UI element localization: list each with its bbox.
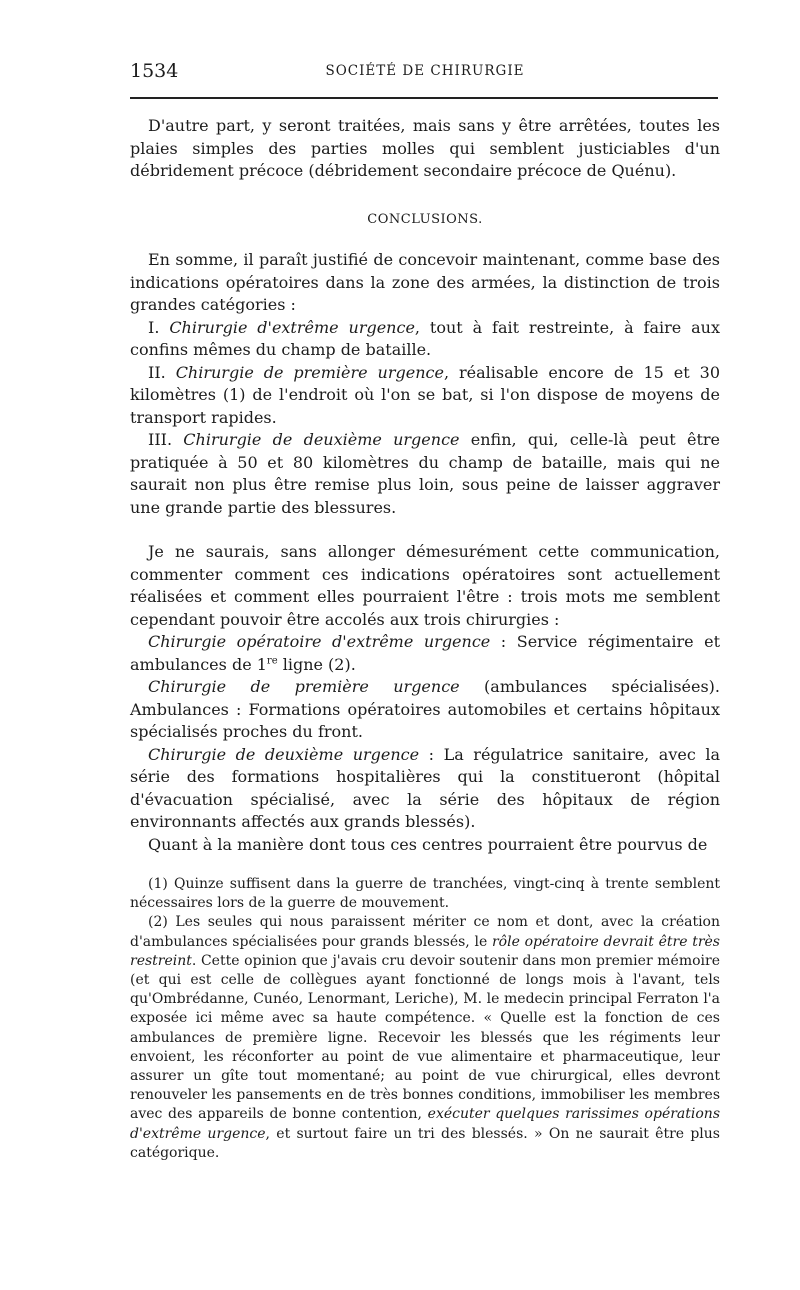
footnote-2 — [130, 913, 720, 1163]
surgery-text: : La régulatrice sanitaire, avec la série des formations hospitalières qui la constitueront (hôpital d'évacuation spécialisé, avec la série des hôpitaux de région environnants affectés aux grands blessés). — [130, 744, 720, 831]
intro-paragraph: D'autre part, y seront traitées, mais sans y être arrêtées, toutes les plaies simples des parties molles qui semblent justiciables d'un débridement précoce (débridement secondaire précoce de Quénu). — [130, 116, 720, 180]
category-item-1 — [130, 317, 720, 362]
footnotes — [130, 875, 720, 1163]
footnote-text: . Cette opinion que j'avais cru devoir soutenir dans mon premier mémoire (et qui est celle de collègues ayant fonctionné de longs mois à l'avant, tels qu'Ombrédanne, Cunéo, Lenormant, Leriche), M. le medecin principal Ferraton l'a exposée ici même avec sa haute compétence. « Quelle est la fonction de ces ambulances de première ligne. Recevoir les blessés que les régiments leur envoient, les réconforter au point de vue alimentaire et pharmaceutique, leur assurer un gîte tout momentané; au point de vue chirurgical, elles devront renouveler les pansements en de très bonnes conditions, immobiliser les membres avec des appareils de bonne contention, — [130, 952, 720, 1123]
footnote-emphasis: exécuter quelques rarissimes opérations d'extrême urgence — [130, 1106, 721, 1142]
category-title: Chirurgie de deuxième urgence — [183, 430, 460, 449]
category-number: III. — [148, 430, 173, 449]
superscript: re — [266, 655, 278, 667]
final-line: Quant à la manière dont tous ces centres pourraient être pourvus de — [148, 834, 708, 854]
footnote-text: , et surtout faire un tri des blessés. » On ne saurait être plus catégorique. — [130, 1125, 720, 1161]
category-text: , tout à fait restreinte, à faire aux confins mêmes du champ de bataille. — [130, 317, 721, 359]
communication-paragraph: Je ne saurais, sans allonger démesurément cette communication, commenter comment ces indications opératoires sont actuellement réalisées et comment elles pourraient l'être : trois mots me semblent cependant pouvoir être accolés aux trois chirurgies : — [130, 542, 720, 629]
footnote-text: (2) Les seules qui nous paraissent mériter ce nom et dont, avec la création d'ambulances spécialisées pour grands blessés, le — [130, 914, 720, 950]
surgery-text: : Service régimentaire et ambulances de 1 — [130, 632, 720, 674]
page-number: 1534 — [130, 60, 179, 82]
category-number: I. — [148, 317, 160, 337]
category-item-3 — [130, 429, 720, 519]
footnote-emphasis: rôle opératoire devrait être très restreint — [130, 933, 720, 969]
surgery-title: Chirurgie opératoire d'extrême urgence — [148, 632, 491, 651]
category-number: II. — [148, 362, 166, 382]
main-text — [130, 115, 720, 856]
section-title: CONCLUSIONS. — [367, 211, 483, 227]
header-rule — [130, 97, 718, 99]
surgery-item-2 — [130, 676, 720, 744]
running-title: SOCIÉTÉ DE CHIRURGIE — [325, 63, 525, 79]
surgery-item-1 — [130, 631, 720, 676]
category-item-2 — [130, 362, 720, 430]
category-text: enfin, qui, celle-là peut être pratiquée à 50 et 80 kilomètres du champ de bataille, mais qui ne saurait non plus être remise plus loin, sous peine de laisser aggraver une grande partie des blessures. — [130, 430, 720, 517]
conclusions-paragraph: En somme, il paraît justifié de concevoir maintenant, comme base des indications opératoires dans la zone des armées, la distinction de trois grandes catégories : — [130, 250, 720, 314]
page-header — [130, 60, 720, 86]
surgery-text-end: ligne (2). — [277, 654, 356, 674]
category-title: Chirurgie de première urgence — [175, 362, 444, 382]
surgery-item-3 — [130, 744, 720, 834]
surgery-text: (ambulances spécialisées). Ambulances : Formations opératoires automobiles et certains hôpitaux spécialisés proches du front. — [130, 677, 720, 741]
surgery-title: Chirurgie de deuxième urgence — [148, 744, 420, 764]
footnote-1: (1) Quinze suffisent dans la guerre de tranchées, vingt-cinq à trente semblent nécessaires lors de la guerre de mouvement. — [130, 876, 720, 912]
category-title: Chirurgie d'extrême urgence — [169, 317, 415, 337]
paragraph-gap — [130, 519, 720, 541]
category-text: , réalisable encore de 15 et 30 kilomètres (1) de l'endroit où l'on se bat, si l'on dispose de moyens de transport rapides. — [130, 362, 720, 427]
surgery-title: Chirurgie de première urgence — [148, 677, 460, 696]
